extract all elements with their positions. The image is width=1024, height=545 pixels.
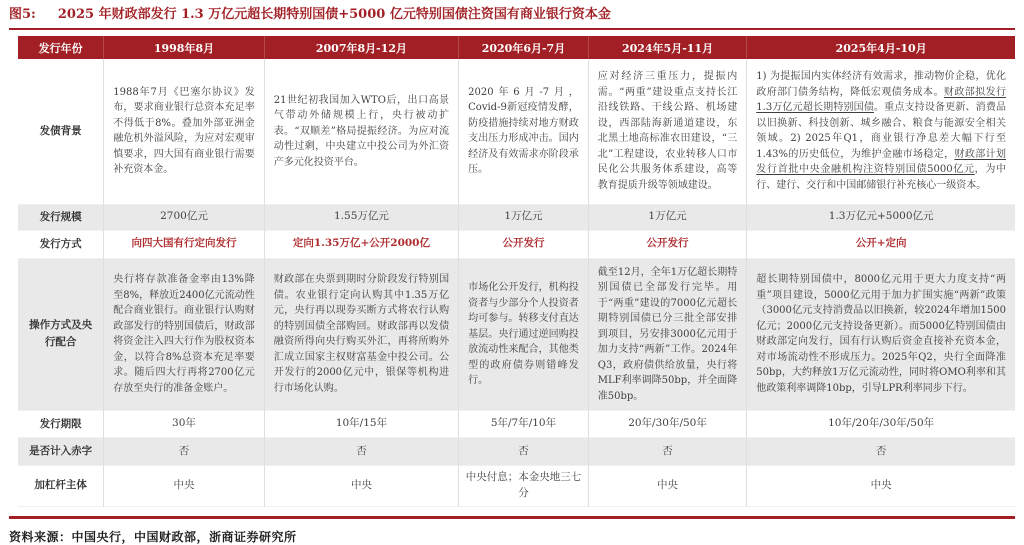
cell-background-2007: 21世纪初我国加入WTO后，出口高景气带动外储规模上行，央行被动扩表。“双顺差”格局提振经济。为应对流动性过剩，中央建立中投公司为外汇资产多元化投资平台。 [264,59,458,204]
cell-deficit-2025: 否 [747,438,1015,466]
title-divider-rule [9,28,1015,30]
cell-deficit-2024: 否 [588,438,747,466]
row-label-scale: 发行规模 [39,210,82,223]
cell-method-2020: 公开发行 [459,230,589,258]
row-issue-scale [18,204,1015,230]
row-label-method: 发行方式 [39,237,82,250]
background-2025-text: 1) 为提振国内实体经济有效需求，推动物价企稳，优化政府部门债务结构，降低宏观债务成本。 [756,71,1006,98]
row-tenor [18,411,1015,438]
cell-deficit-2007: 否 [264,438,458,466]
row-operation [18,258,1015,411]
figure-title-row [9,5,1015,24]
figure-title: 2025 年财政部发行 1.3 万亿元超长期特别国债+5000 亿元特别国债注资国有商业银行资本金 [57,7,611,22]
background-2025-text: ，为中行、建行、交行和中国邮储银行补充核心一级资本。 [756,164,1006,191]
cell-tenor-2025: 10年/20年/30年/50年 [747,411,1015,438]
cell-scale-2024: 1万亿元 [588,204,747,230]
cell-leverage-1998: 中央 [104,466,265,507]
cell-method-2024: 公开发行 [588,230,747,258]
source-note: 资料来源：中国央行，中国财政部，浙商证券研究所 [9,529,297,544]
cell-deficit-1998: 否 [104,438,265,466]
cell-leverage-2020: 中央付息；本金央地三七分 [459,466,589,507]
header-issue-year: 发行年份 [18,36,104,59]
cell-operation-2024: 截至12月，全年1万亿超长期特别国债已全部发行完毕。用于“两重”建设的7000亿元超长期特别国债已分三批全部安排到项目，另安排3000亿元用于加力支持“两新”工作。2024年Q3，政府债供给放量，央行将MLF利率调降50bp，并全面降准50bp。 [588,258,747,411]
header-1998: 1998年8月 [104,36,265,59]
row-leverage [18,466,1015,507]
row-deficit [18,438,1015,466]
special-bond-comparison-table [18,36,1015,507]
cell-tenor-1998: 30年 [104,411,265,438]
cell-method-2025: 公开+定向 [747,230,1015,258]
cell-scale-1998: 2700亿元 [104,204,265,230]
cell-method-2007: 定向1.35万亿+公开2000亿 [264,230,458,258]
table-bottom-rule [9,516,1015,519]
cell-scale-2020: 1万亿元 [459,204,589,230]
header-2007: 2007年8月-12月 [264,36,458,59]
cell-tenor-2024: 20年/30年/50年 [588,411,747,438]
cell-tenor-2007: 10年/15年 [264,411,458,438]
cell-leverage-2024: 中央 [588,466,747,507]
cell-operation-2007: 财政部在央票到期时分阶段发行特别国债。农业银行定向认购其中1.35万亿元，央行再以现券买断方式将农行认购的特别国债全部购回。财政部再以发债融资所得向央行购买外汇，再将所购外汇成立国家主权财富基金中投公司。公开发行的2000亿元中，银保等机构进行市场化认购。 [264,258,458,411]
cell-scale-2025: 1.3万亿元+5000亿元 [747,204,1015,230]
row-issue-method [18,230,1015,258]
row-issue-background [18,59,1015,204]
row-label-background: 发债背景 [39,124,82,137]
cell-operation-2025: 超长期特别国债中，8000亿元用于更大力度支持“两重”项目建设，5000亿元用于加力扩围实施“两新”政策（3000亿元支持消费品以旧换新，较2024年增加1500亿元；2000亿元支持设备更新）。而5000亿特别国债由财政部定向发行，国有行认购后资金直接补充资本金，对市场流动性不形成压力。2025年Q2，央行全面降准50bp，大约释放1万亿元流动性，同时将OMO利率和其他政策利率调降10bp，引导LPR利率同步下行。 [747,258,1015,411]
background-2025-underline-1: 财政部拟发行1.3万亿元超长期特别国债 [756,86,1007,114]
row-label-tenor: 发行期限 [39,417,82,430]
cell-background-2024: 应对经济三重压力，提振内需。“两重”建设重点支持长江沿线铁路、干线公路、机场建设，西部陆海新通道建设，东北黑土地高标准农田建设，“三北”工程建设，农业转移人口市民化公共服务体系建设，高等教育提质升级等领域建设。 [588,59,747,204]
header-2020: 2020年6月-7月 [459,36,589,59]
cell-background-1998: 1988年7月《巴塞尔协议》发布，要求商业银行总资本充足率不得低于8%。叠加外部亚洲金融危机外溢风险，为应对宏观审慎要求，四大国有商业银行需要补充资本金。 [104,59,265,204]
cell-operation-2020: 市场化公开发行，机构投资者与少部分个人投资者均可参与。转移支付直达基层。央行通过逆回购投放流动性来配合，其他类型的政府债券则错峰发行。 [459,258,589,411]
cell-background-2020: 2020年6月-7月，Covid-9新冠疫情发酵，防疫措施持续对地方财政支出压力形成冲击。国内经济及有效需求亦阶段承压。 [459,59,589,204]
cell-operation-1998: 央行将存款准备金率由13%降至8%，释放近2400亿元流动性配合商业银行。商业银行认购财政部发行的特别国债后，财政部将资金注入四大行作为股权资本金，以符合8%总资本充足率要求。随后四大行再将2700亿元存放至央行的准备金账户。 [104,258,265,411]
background-2025-text: 。重点支持设备更新、消费品以旧换新、科技创新、城乡融合、粮食与能源安全相关领域。2) 2025年Q1，商业银行净息差大幅下行至1.43%的历史低位，为维护金融市场稳定， [756,102,1007,160]
background-2025-underline-2: 财政部计划发行首批中央金融机构注资特别国债5000亿元 [756,148,1006,176]
row-label-deficit: 是否计入赤字 [29,445,93,458]
cell-scale-2007: 1.55万亿元 [264,204,458,230]
row-label-operation: 操作方式及央行配合 [29,319,93,349]
cell-method-1998: 向四大国有行定向发行 [104,230,265,258]
table-header-row [18,36,1015,59]
cell-deficit-2020: 否 [459,438,589,466]
header-2025: 2025年4月-10月 [747,36,1015,59]
cell-leverage-2025: 中央 [747,466,1015,507]
figure-label: 图5: [9,7,36,22]
cell-tenor-2020: 5年/7年/10年 [459,411,589,438]
cell-leverage-2007: 中央 [264,466,458,507]
cell-background-2025 [747,59,1015,204]
row-label-leverage: 加杠杆主体 [34,479,87,492]
header-2024: 2024年5月-11月 [588,36,747,59]
